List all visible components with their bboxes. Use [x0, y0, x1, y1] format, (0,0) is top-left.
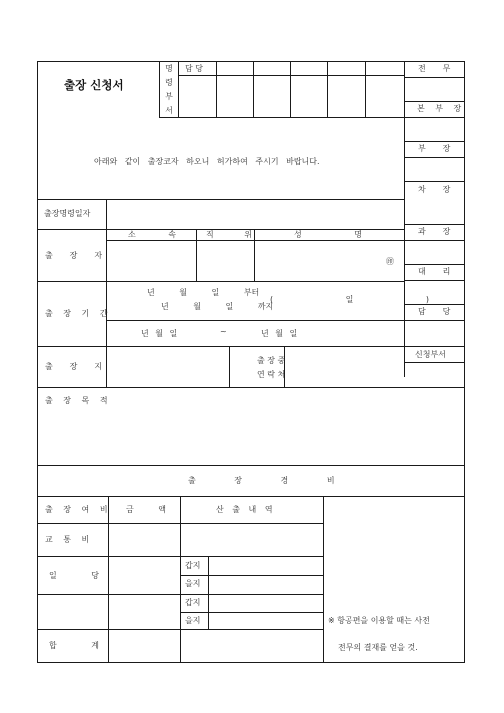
sub-row-label-1: 갑지 [185, 561, 201, 570]
right-col-label-2: 본 부 장 [417, 104, 466, 113]
period-line-2: 년 월 일 까지 [161, 302, 274, 311]
period-line-1: 년 월 일 부터 [147, 288, 260, 297]
frame-bottom [37, 662, 465, 663]
traveler-header-name: 성 명 [294, 230, 362, 239]
note-line-2: 전무의 결재를 얻을 것. [338, 643, 418, 652]
right-col-label-8: 신청부서 [415, 350, 446, 359]
period-days: ( 일 ) [270, 295, 430, 304]
order-date-label: 출장명령일자 [44, 209, 91, 218]
right-col-label-7: 담 당 [418, 307, 458, 316]
traveler-label: 출 장 자 [45, 251, 110, 260]
traveler-header-position: 직 위 [206, 230, 252, 239]
sub-row-label-2: 을지 [185, 579, 201, 588]
expense-header-allowance: 출 장 여 비 [45, 505, 112, 514]
frame-top [37, 61, 465, 62]
right-col-label-3: 부 장 [418, 144, 458, 153]
approval-dept-label: 명령부서 [165, 64, 173, 115]
note-line-1: ※ 항공편을 이용할 때는 사전 [328, 616, 430, 625]
contact-label-1: 출 장 중 [257, 356, 286, 365]
approval-owner-label: 담 당 [185, 64, 203, 73]
period-label: 출 장 기 간 [45, 309, 112, 318]
expense-header-detail: 산 출 내 역 [216, 505, 273, 514]
right-col-border [404, 61, 405, 377]
frame-left [37, 61, 38, 663]
total-label: 합 계 [49, 641, 99, 650]
approval-left-border [159, 61, 160, 118]
traveler-header-dept: 소 속 [128, 230, 176, 239]
sub-row-label-3: 갑지 [185, 598, 201, 607]
approval-bottom-border [159, 117, 404, 118]
period-line-3-tilde: ~ [220, 327, 227, 336]
right-col-label-6: 대 리 [418, 267, 458, 276]
request-text: 아래와 같이 출장코자 하오니 허가하여 주시기 바랍니다. [94, 157, 320, 166]
expense-header-amount: 금 액 [126, 505, 166, 514]
expense-title: 출 장 경 비 [188, 476, 335, 485]
sub-row-label-4: 을지 [185, 616, 201, 625]
period-line-3-end: 년 월 일 [261, 329, 298, 338]
right-col-label-1: 전 무 [418, 64, 458, 73]
destination-label: 출 장 지 [45, 362, 110, 371]
daily-label: 일 당 [49, 571, 99, 580]
form-title: 출장 신청서 [64, 78, 124, 92]
contact-label-2: 연 락 처 [257, 370, 286, 379]
period-line-3-start: 년 월 일 [141, 329, 178, 338]
right-col-label-5: 과 장 [418, 227, 458, 236]
purpose-label: 출 장 목 적 [45, 396, 112, 405]
transport-label: 교 통 비 [45, 535, 94, 544]
right-col-label-4: 차 장 [418, 185, 458, 194]
seal-mark: ㊞ [386, 257, 394, 266]
